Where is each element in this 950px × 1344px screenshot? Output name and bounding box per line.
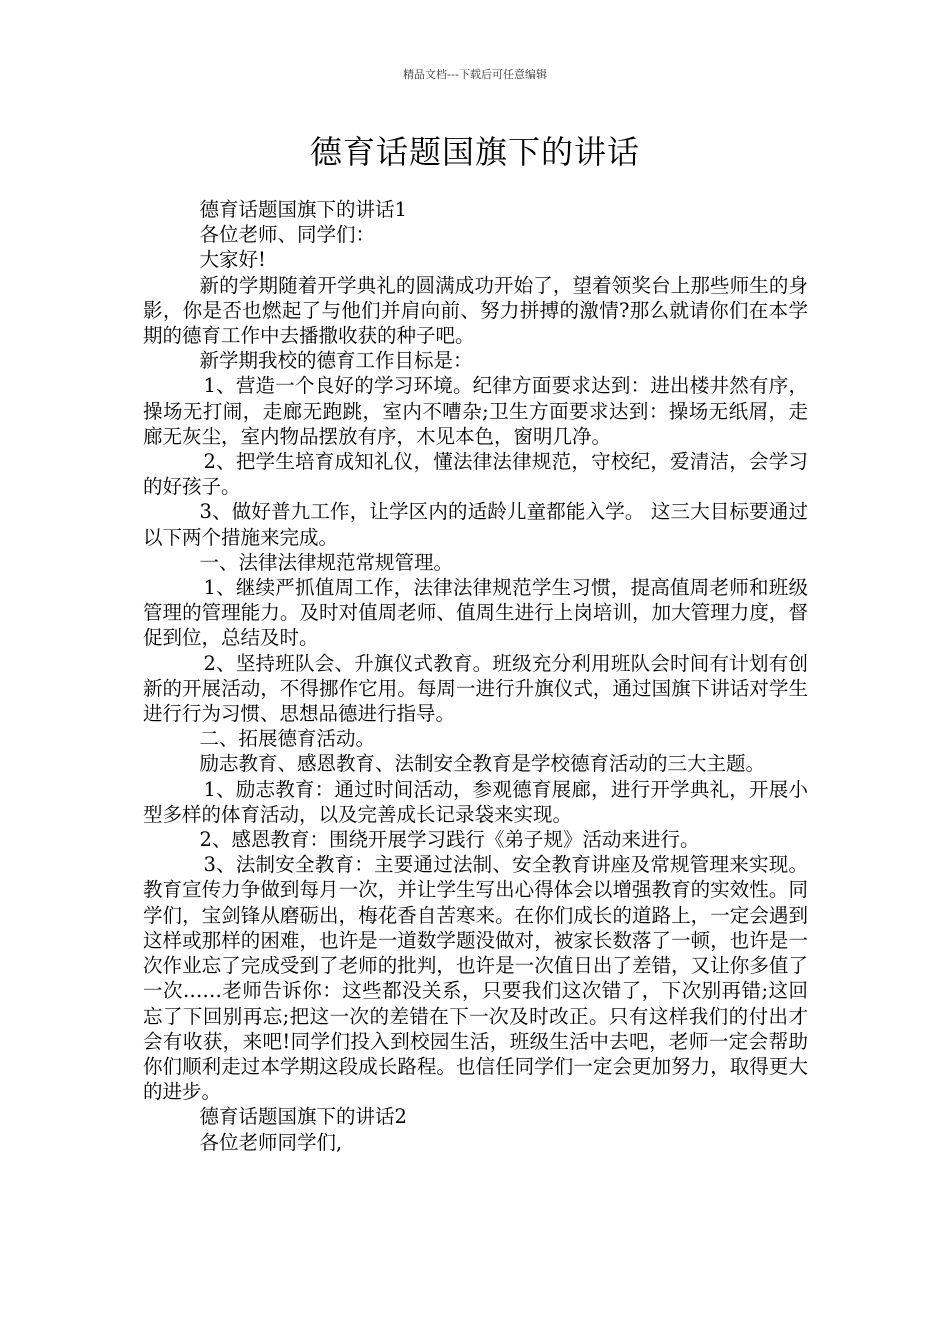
document-body <box>143 197 808 1155</box>
section-heading-2: 二、拓展德育活动。 <box>199 727 376 751</box>
salutation: 各位老师、同学们： <box>199 223 376 247</box>
measure-item-1: 1、继续严抓值周工作，法律法律规范学生习惯，提高值周老师和班级管理的管理能力。及时对值周老师、值周生进行上岗培训，加大管理力度，督促到位，总结及时。 <box>143 576 808 650</box>
goal-item-3: 3、做好普九工作，让学区内的适龄儿童都能入学。 这三大目标要通过以下两个措施来完成。 <box>143 500 808 549</box>
speech-2-heading: 德育话题国旗下的讲话2 <box>199 1105 407 1129</box>
activity-item-1: 1、励志教育：通过时间活动，参观德育展廊，进行开学典礼，开展小型多样的体育活动，以及完善成长记录袋来实现。 <box>143 777 808 826</box>
salutation-2: 各位老师同学们, <box>199 1130 343 1154</box>
speech-1-heading: 德育话题国旗下的讲话1 <box>199 198 407 221</box>
header-note: 精品文档---下载后可任意编辑 <box>403 68 547 81</box>
document-title: 德育话题国旗下的讲话 <box>309 133 640 171</box>
paragraph-goals-heading: 新学期我校的德育工作目标是： <box>199 349 473 373</box>
activity-item-2: 2、感恩教育：围绕开展学习践行《弟子规》活动来进行。 <box>199 828 700 852</box>
paragraph-themes: 励志教育、感恩教育、法制安全教育是学校德育活动的三大主题。 <box>199 752 766 776</box>
section-heading-1: 一、法律法律规范常规管理。 <box>199 550 454 574</box>
measure-item-2: 2、坚持班队会、升旗仪式教育。班级充分利用班队会时间有计划有创新的开展活动，不得挪作它用。每周一进行升旗仪式，通过国旗下讲话对学生进行行为习惯、思想品德进行指导。 <box>143 651 808 726</box>
paragraph-intro: 新的学期随着开学典礼的圆满成功开始了，望着领奖台上那些师生的身影，你是否也燃起了与他们并肩向前、努力拼搏的激情?那么就请你们在本学期的德育工作中去播撒收获的种子吧。 <box>143 273 808 348</box>
activity-item-3: 3、法制安全教育：主要通过法制、安全教育讲座及常规管理来实现。教育宣传力争做到每月一次，并让学生写出心得体会以增强教育的实效性。同学们，宝剑锋从磨砺出，梅花香自苦寒来。在你们成长的道路上，一定会遇到这样或那样的困难，也许是一道数学题没做对，被家长数落了一顿，也许是一次作业忘了完成受到了老师的批判，也许是一次值日出了差错，又让你多值了一次……老师告诉你：这些都没关系，只要我们这次错了，下次别再错;这回忘了下回别再忘;把这一次的差错在下一次及时改正。只有这样我们的付出才会有收获，来吧!同学们投入到校园生活，班级生活中去吧，老师一定会帮助你们顺利走过本学期这段成长路程。也信任同学们一定会更加努力，取得更大的进步。 <box>143 853 808 1104</box>
goal-item-2: 2、把学生培育成知礼仪，懂法律法律规范，守校纪，爱清洁，会学习的好孩子。 <box>143 450 808 499</box>
greeting: 大家好! <box>199 248 266 272</box>
goal-item-1: 1、营造一个良好的学习环境。纪律方面要求达到：进出楼井然有序，操场无打闹，走廊无跑跳，室内不嘈杂;卫生方面要求达到：操场无纸屑，走廊无灰尘，室内物品摆放有序，木见本色，窗明几净。 <box>143 374 808 448</box>
